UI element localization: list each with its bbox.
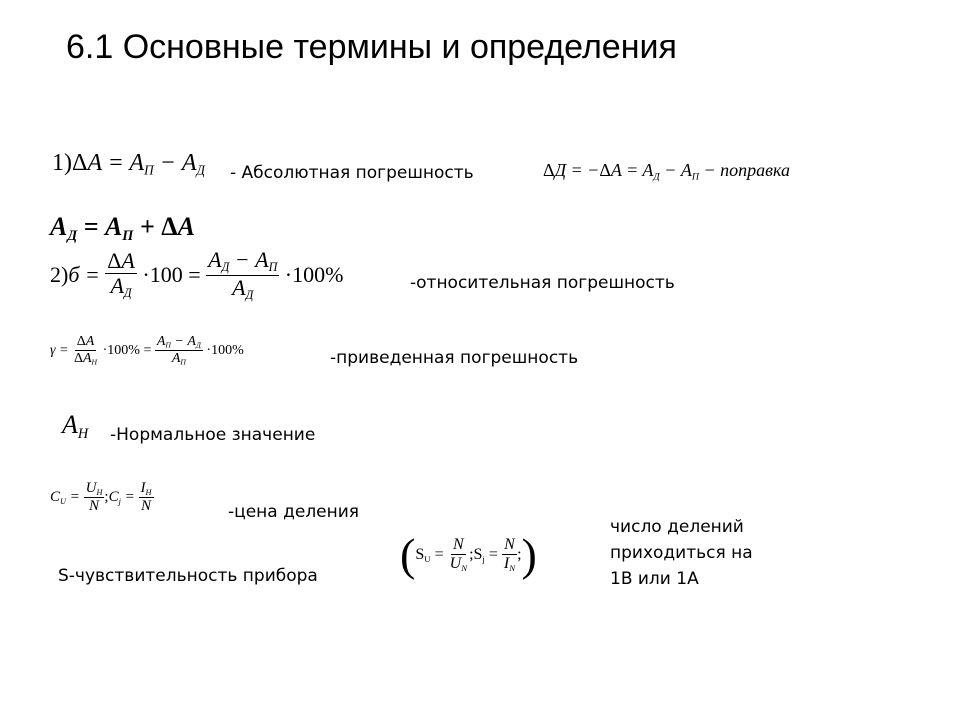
label-reduced-error: -приведенная погрешность: [330, 348, 579, 368]
label-absolute-error: - Абсолютная погрешность: [230, 163, 474, 183]
formula-correction: $\Delta Д = -\Delta A = A_Д - A_П$ − поправка: [543, 160, 790, 183]
formula-absolute-error: $1)\Delta A = A_П - A_Д$: [52, 150, 205, 178]
label-relative-error: -относительная погрешность: [410, 273, 675, 293]
note-line-2: приходиться на: [610, 543, 753, 563]
formula-relative-error: 2) б = $\frac{\Delta A}{A_Д}$ ·100 = $\frac{A_Д - A_П}{A_Д}$ ·100%: [50, 247, 344, 302]
label-normal-value: -Нормальное значение: [110, 425, 316, 445]
formula-sensitivity: ( $S_U$ = $\frac{N}{U_N}$ $;S_j$ = $\frac{N}{I_N}$ ; ): [400, 529, 537, 580]
page-title: 6.1 Основные термины и определения: [66, 28, 677, 66]
note-line-1: число делений: [610, 517, 744, 537]
note-line-3: 1В или 1А: [610, 569, 699, 589]
formula-actual-value: $A_Д = A_П + \Delta A$: [50, 212, 195, 244]
label-division-value: -цена деления: [228, 502, 360, 522]
formula-division-value: $C_U$ = $\frac{U_Н}{N}$ ; $C_j$ = $\frac{I_Н}{N}$: [50, 480, 152, 514]
formula-reduced-error: γ = $\frac{\Delta A}{\Delta A_Н}$ ·100% = $\frac{A_П - A_Д}{A_П}$ ·100%: [50, 334, 244, 367]
symbol-normal-value: $A_Н$: [62, 410, 89, 442]
note-divisions: [610, 514, 753, 592]
label-sensitivity: S-чувствительность прибора: [58, 566, 318, 586]
